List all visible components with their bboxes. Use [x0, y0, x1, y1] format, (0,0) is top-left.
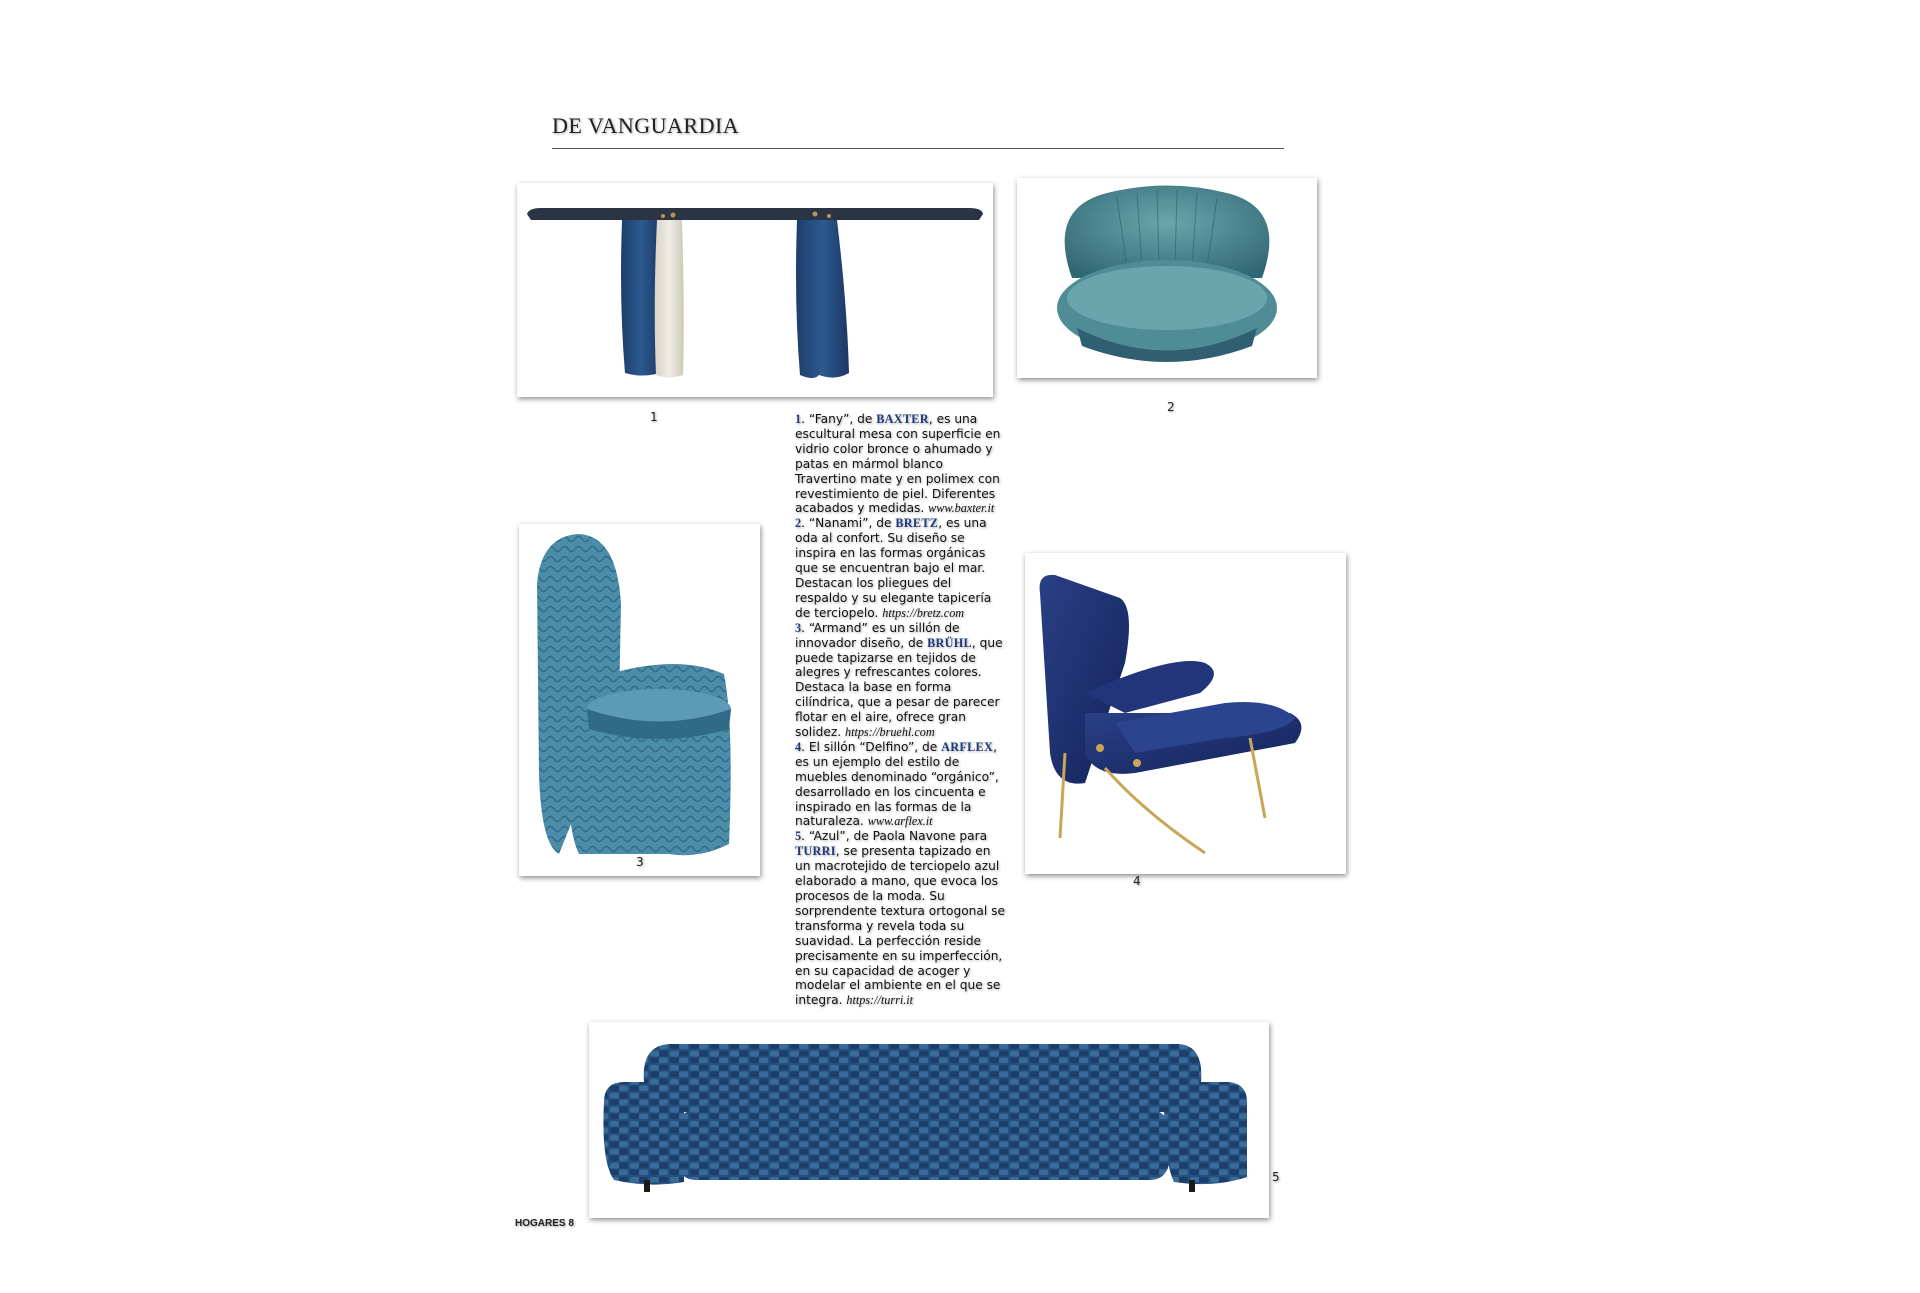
- section-title: DE VANGUARDIA: [552, 113, 740, 138]
- article-text: [795, 412, 1005, 1008]
- item-4-body: , es un ejemplo del estilo de muebles denominado “orgánico”, desarrollado en los cincuenta e inspirado en las formas de la naturaleza.: [795, 739, 999, 829]
- item-3-url[interactable]: https://bruehl.com: [844, 725, 935, 740]
- title-rule: [552, 148, 1284, 149]
- armand-chair-illustration: [519, 524, 760, 876]
- caption-3: 3: [636, 855, 644, 869]
- photo-azul-sofa: [589, 1022, 1269, 1218]
- item-5-number: 5: [795, 829, 802, 844]
- item-2-url[interactable]: https://bretz.com: [882, 605, 965, 620]
- item-2: [795, 516, 1005, 620]
- caption-1: 1: [650, 410, 658, 424]
- item-2-pre: . “Nanami”, de: [801, 516, 896, 531]
- item-3-pre: . “Armand” es un sillón de innovador diseño, de: [795, 620, 960, 650]
- azul-sofa-illustration: [589, 1022, 1269, 1218]
- item-4-brand: ARFLEX: [941, 739, 994, 754]
- item-3-body: , que puede tapizarse en tejidos de alegres y refrescantes colores. Destaca la base en forma cilíndrica, que a pesar de parecer flotar en el aire, ofrece gran solidez.: [795, 635, 1003, 740]
- photo-nanami-armchair: [1017, 178, 1317, 378]
- item-1-body: , es una escultural mesa con superficie en vidrio color bronce o ahumado y patas en mármol blanco Travertino mate y en polimex con revestimiento de piel. Diferentes acabados y medidas.: [795, 412, 1001, 516]
- item-5-brand: TURRI: [795, 844, 836, 859]
- photo-armand-chair: [519, 524, 760, 876]
- item-1-pre: . “Fany”, de: [801, 412, 877, 426]
- item-4-pre: . El sillón “Delfino”, de: [801, 739, 942, 754]
- item-4-number: 4: [795, 739, 802, 754]
- item-1-brand: BAXTER: [876, 412, 929, 426]
- item-3: [795, 621, 1005, 740]
- item-5-pre: . “Azul”, de Paola Navone para: [801, 829, 988, 844]
- photo-fany-table: [517, 183, 993, 397]
- item-2-number: 2: [795, 516, 802, 531]
- item-5-body: , se presenta tapizado en un macrotejido de terciopelo azul elaborado a mano, que evoca los procesos de la moda. Su sorprendente textura ortogonal se transforma y revela toda su suavidad. La perfección reside precisamente en su imperfección, en su capacidad de acoger y modelar el ambiente en el que se integra.: [795, 844, 1005, 1008]
- item-1-url[interactable]: www.baxter.it: [928, 501, 995, 516]
- item-5: [795, 829, 1005, 1008]
- item-5-url[interactable]: https://turri.it: [846, 993, 914, 1008]
- item-2-body: , es una oda al confort. Su diseño se inspira en las formas orgánicas que se encuentran bajo el mar. Destacan los pliegues del respaldo y su elegante tapicería de terciopelo.: [795, 516, 992, 620]
- delfino-armchair-illustration: [1025, 553, 1346, 874]
- item-3-brand: BRÜHL: [927, 635, 972, 650]
- item-1: [795, 412, 1005, 516]
- item-1-number: 1: [795, 412, 802, 426]
- fany-table-illustration: [517, 183, 993, 397]
- item-4-url[interactable]: www.arflex.it: [867, 814, 933, 829]
- caption-5: 5: [1272, 1170, 1280, 1184]
- item-4: [795, 740, 1005, 829]
- item-3-number: 3: [795, 620, 802, 635]
- photo-delfino-armchair: [1025, 553, 1346, 874]
- page-footer: HOGARES 8: [515, 1218, 574, 1229]
- nanami-armchair-illustration: [1017, 178, 1317, 378]
- caption-4: 4: [1133, 874, 1141, 888]
- caption-2: 2: [1167, 400, 1175, 414]
- item-2-brand: BRETZ: [895, 516, 939, 531]
